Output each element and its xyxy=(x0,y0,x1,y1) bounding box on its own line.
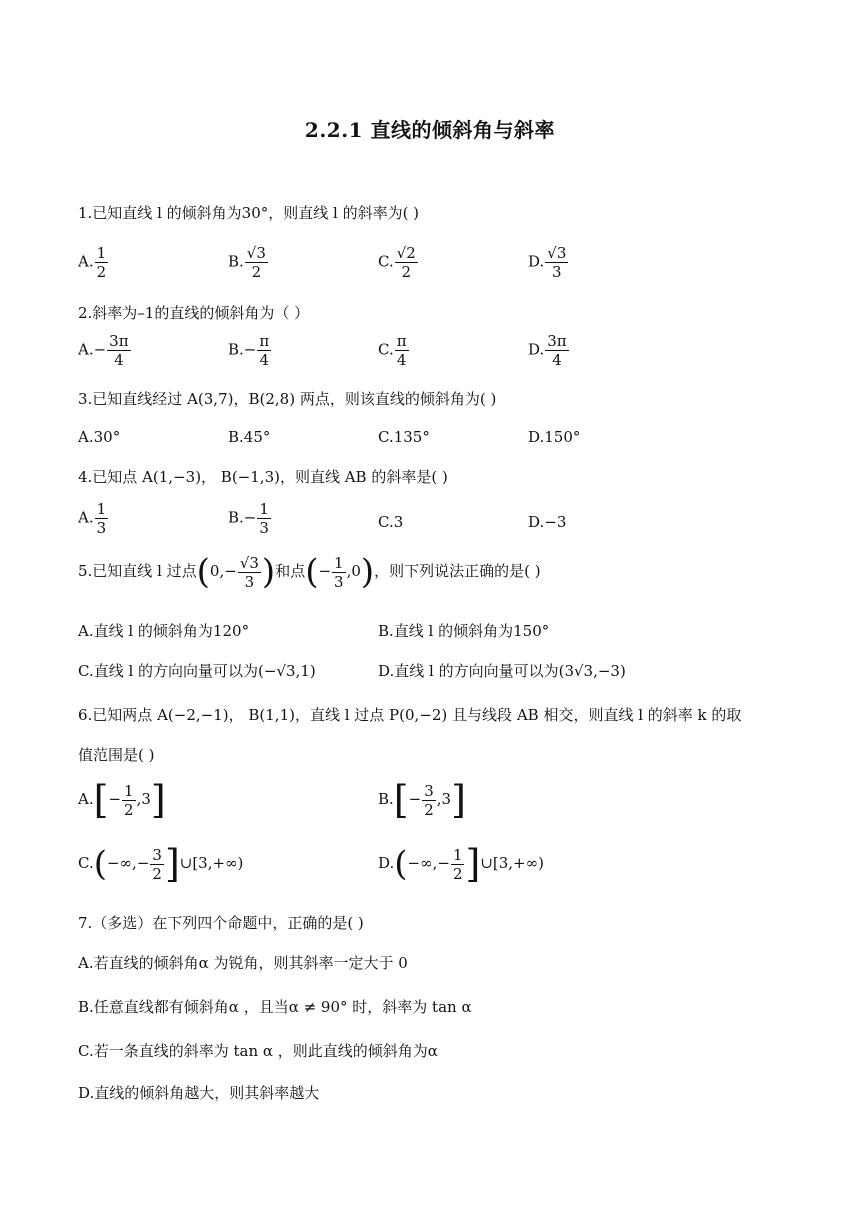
q4-option-a: A. $\frac{1}{3}$ xyxy=(78,500,107,537)
q5-option-b: B.直线 l 的倾斜角为150° xyxy=(378,622,550,640)
q6-option-c: C.(−∞,− $\frac{3}{2}$ ]∪[3,+∞) xyxy=(78,842,244,886)
question-4-stem: 4.已知点 A(1,−3)， B(−1,3)，则直线 AB 的斜率是( ) xyxy=(78,468,448,486)
question-6-stem-line-1: 6.已知两点 A(−2,−1)， B(1,1)，直线 l 过点 P(0,−2) 且与线段 AB 相交，则直线 l 的斜率 k 的取 xyxy=(78,706,742,724)
q1-option-a: A. $\frac{1}{2}$ xyxy=(78,244,107,281)
q3-option-c: C.135° xyxy=(378,428,430,446)
question-7-stem: 7.（多选）在下列四个命题中，正确的是( ) xyxy=(78,914,364,932)
question-5-stem: 5.已知直线 l 过点(0,− $\frac{√3}{3}$ )和点(− $\frac{1}{3}$ ,0)，则下列说法正确的是( ) xyxy=(78,552,541,592)
q1-option-c: C. $\frac{√2}{2}$ xyxy=(378,244,416,281)
q2-option-b: B.− $\frac{\pi}{4}$ xyxy=(228,332,270,369)
q6-option-d: D.(−∞,− $\frac{1}{2}$ ]∪[3,+∞) xyxy=(378,842,544,886)
q7-option-a: A.若直线的倾斜角α 为锐角，则其斜率一定大于 0 xyxy=(78,954,408,972)
q5-option-c: C.直线 l 的方向向量可以为(−√3,1) xyxy=(78,662,316,680)
q2-option-d: D. $\frac{3\pi}{4}$ xyxy=(528,332,567,369)
question-1-stem: 1.已知直线 l 的倾斜角为30°，则直线 l 的斜率为( ) xyxy=(78,204,420,222)
q3-option-b: B.45° xyxy=(228,428,271,446)
q1-option-b: B. $\frac{√3}{2}$ xyxy=(228,244,266,281)
q7-option-d: D.直线的倾斜角越大，则其斜率越大 xyxy=(78,1084,320,1102)
q6-option-b: B.[− $\frac{3}{2}$ ,3] xyxy=(378,778,466,822)
q7-option-c: C.若一条直线的斜率为 tan α ，则此直线的倾斜角为α xyxy=(78,1042,438,1060)
q4-option-b: B.− $\frac{1}{3}$ xyxy=(228,500,269,537)
question-2-stem: 2.斜率为–1的直线的倾斜角为（ ） xyxy=(78,304,310,322)
question-3-stem: 3.已知直线经过 A(3,7)，B(2,8) 两点，则该直线的倾斜角为( ) xyxy=(78,390,497,408)
q3-option-a: A.30° xyxy=(78,428,121,446)
question-6-stem-line-2: 值范围是( ) xyxy=(78,746,155,764)
q5-option-a: A.直线 l 的倾斜角为120° xyxy=(78,622,250,640)
q2-option-c: C. $\frac{\pi}{4}$ xyxy=(378,332,407,369)
q2-option-a: A.− $\frac{3\pi}{4}$ xyxy=(78,332,129,369)
q5-option-d: D.直线 l 的方向向量可以为(3√3,−3) xyxy=(378,662,626,680)
q7-option-b: B.任意直线都有倾斜角α ，且当α ≠ 90° 时，斜率为 tan α xyxy=(78,998,472,1016)
page-title: 2.2.1 直线的倾斜角与斜率 xyxy=(304,118,556,142)
q4-option-d: D.−3 xyxy=(528,513,567,531)
q3-option-d: D.150° xyxy=(528,428,581,446)
q4-option-c: C.3 xyxy=(378,513,404,531)
q1-option-d: D. $\frac{√3}{3}$ xyxy=(528,244,567,281)
q6-option-a: A.[− $\frac{1}{2}$ ,3] xyxy=(78,778,166,822)
